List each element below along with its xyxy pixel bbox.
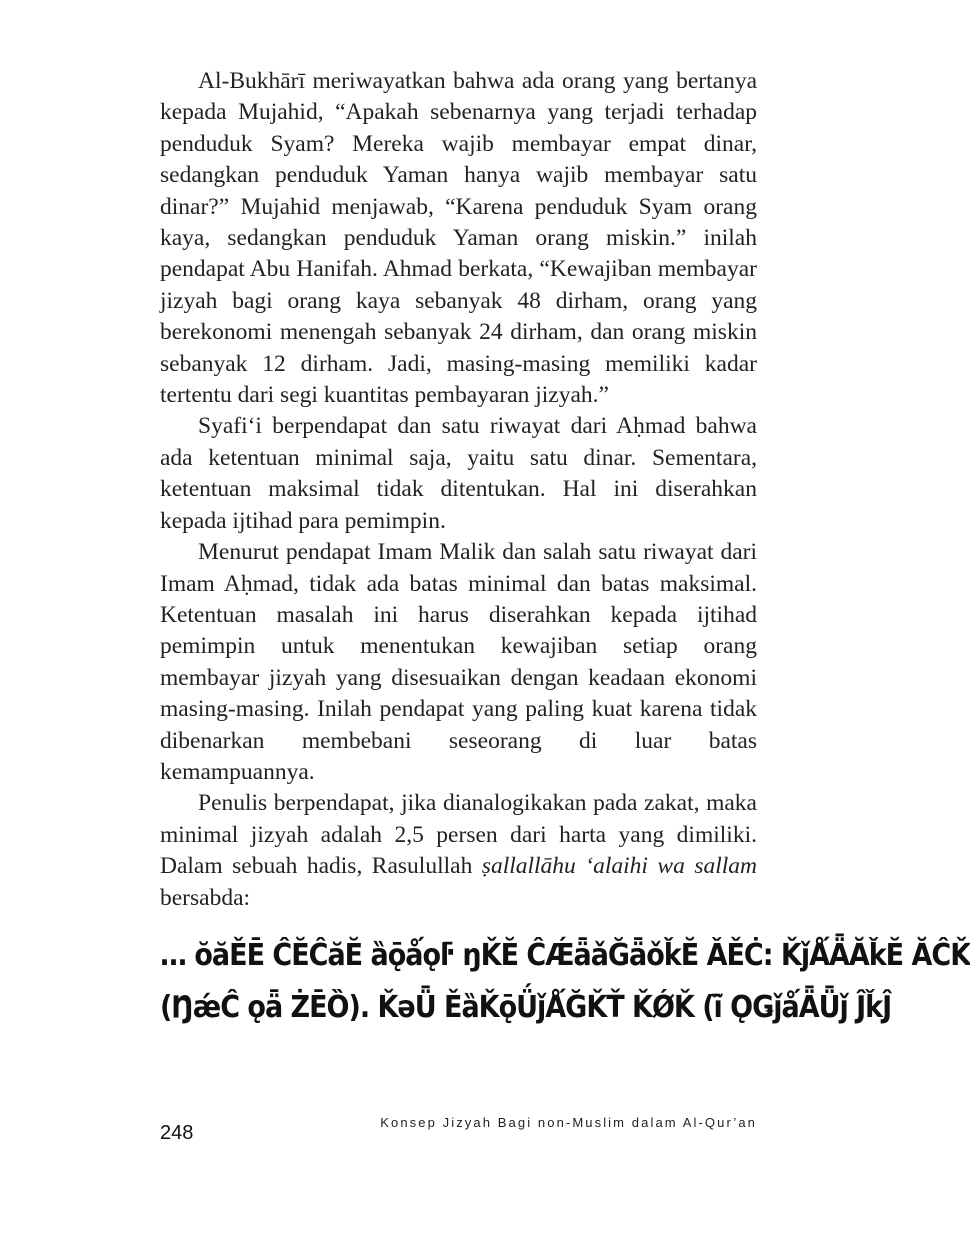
paragraph-4-text: Penulis berpendapat, jika dianalogikakan pada zakat, maka minimal jizyah adalah 2,5 persen dari harta yang dimiliki. Dalam sebuah hadis, Rasulullah [160,790,757,880]
running-footer-title: Konsep Jizyah Bagi non-Muslim dalam Al-Qur’an [380,1115,757,1130]
arabic-quote-line-1: … ŏăĚĒ ĈĔĈăĔ ȁǭǻǫŀ̄ ŋǨĔ ĈǼǟǎĞǟǒǩĔ ǍĚĊ: ǨǰǺǞĂǩĔ ĂĈǨ [160,938,970,973]
body-text [160,66,757,914]
paragraph-3: Menurut pendapat Imam Malik dan salah satu riwayat dari Imam Aḥmad, tidak ada batas minimal dan batas maksimal. Ketentuan masalah ini harus diserahkan kepada ijtihad pemimpin untuk menentukan kewajiban setiap orang membayar jizyah yang disesuaikan dengan keadaan ekonomi masing-masing. Inilah pendapat yang paling kuat karena tidak dibenarkan membebani seseorang di luar batas kemampuannya. [160,539,757,785]
paragraph-2: Syafi‘i berpendapat dan satu riwayat dari Aḥmad bahwa ada ketentuan minimal saja, yaitu satu dinar. Sementara, ketentuan maksimal tidak ditentukan. Hal ini diserahkan kepada ijtihad para pemimpin. [160,413,757,534]
arabic-quote-line-2: (ŊǽĈ ǫǟ ŻĒȌ). ǨǝǕ ĚȁǨǭǗǰǺĞǨŤ ǨǾǨ (ĩ̄ ǪǤǰǻǞǕǰ ĴǩĴ [160,990,892,1025]
paragraph-1: Al-Bukhārī meriwayatkan bahwa ada orang yang bertanya kepada Mujahid, “Apakah sebenarnya yang terjadi terhadap penduduk Syam? Mereka wajib membayar empat dinar, sedangkan penduduk Yaman hanya wajib membayar satu dinar?” Mujahid menjawab, “Karena penduduk Syam orang kaya, sedangkan penduduk Yaman orang miskin.” inilah pendapat Abu Hanifah. Ahmad berkata, “Kewajiban membayar jizyah bagi orang kaya sebanyak 48 dirham, orang yang berekonomi menengah sebanyak 24 dirham, dan orang miskin sebanyak 12 dirham. Jadi, masing-masing memiliki kadar tertentu dari segi kuantitas pembayaran jizyah.” [160,68,757,409]
page-number: 248 [160,1122,194,1144]
honorific-phrase: ṣallallāhu ‘alaihi wa sallam [481,853,757,880]
paragraph-4-tail: bersabda: [160,884,251,911]
paragraph-4 [160,788,757,914]
